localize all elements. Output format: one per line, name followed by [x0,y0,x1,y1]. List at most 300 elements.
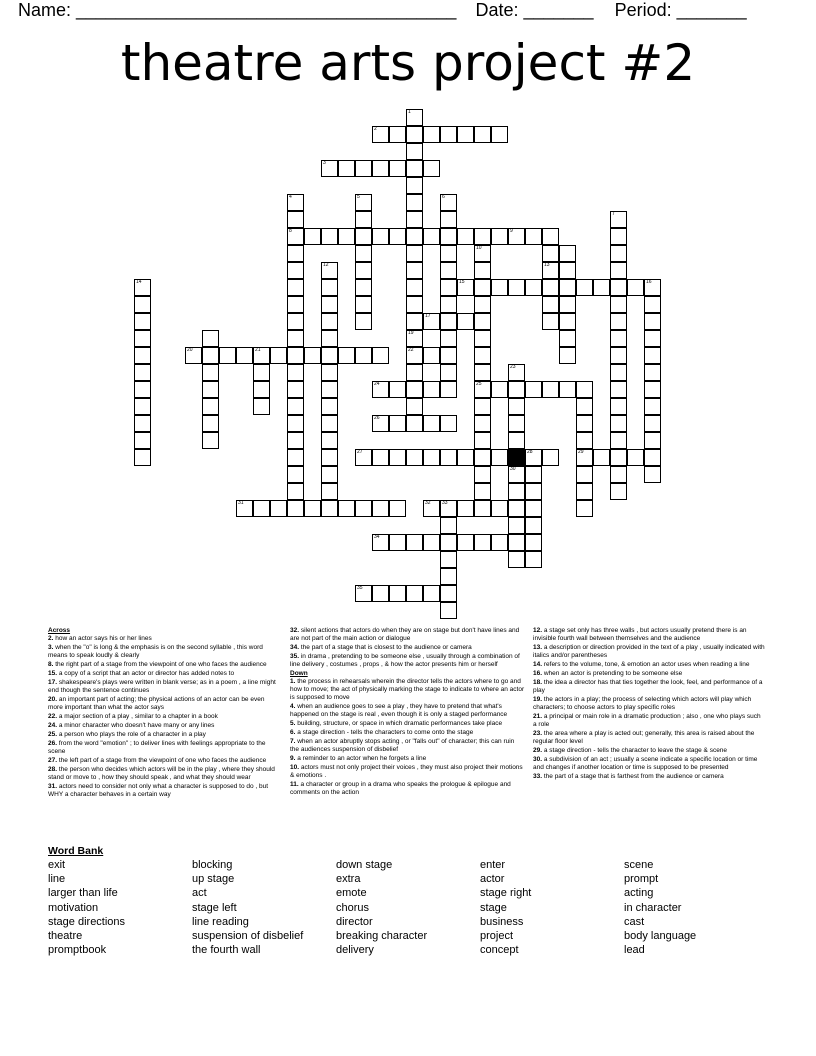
crossword-cell[interactable] [270,347,287,364]
crossword-cell[interactable] [525,228,542,245]
crossword-cell[interactable] [576,279,593,296]
crossword-cell[interactable] [559,262,576,279]
crossword-cell[interactable] [423,228,440,245]
crossword-cell[interactable] [525,279,542,296]
crossword-cell[interactable] [525,500,542,517]
crossword-cell[interactable] [304,228,321,245]
crossword-cell[interactable] [542,381,559,398]
crossword-cell[interactable] [644,279,661,296]
crossword-cell[interactable] [321,500,338,517]
crossword-cell[interactable] [321,262,338,279]
crossword-cell[interactable] [423,415,440,432]
crossword-cell[interactable] [406,296,423,313]
crossword-cell[interactable] [355,313,372,330]
crossword-cell[interactable] [610,211,627,228]
clue-item [290,738,525,754]
crossword-cell[interactable] [627,449,644,466]
crossword-block-cell [508,449,525,466]
crossword-cell[interactable] [406,126,423,143]
word-bank-item: stage [480,901,507,914]
crossword-cell[interactable] [559,279,576,296]
crossword-cell[interactable] [287,381,304,398]
crossword-cell[interactable] [474,245,491,262]
crossword-cell[interactable] [389,415,406,432]
crossword-cell[interactable] [610,245,627,262]
crossword-cell[interactable] [457,534,474,551]
crossword-cell[interactable] [644,398,661,415]
crossword-cell[interactable] [508,517,525,534]
crossword-cell[interactable] [321,449,338,466]
crossword-cell[interactable] [593,449,610,466]
crossword-cell[interactable] [440,347,457,364]
crossword-cell[interactable] [355,500,372,517]
crossword-cell[interactable] [423,381,440,398]
crossword-cell[interactable] [474,500,491,517]
crossword-cell[interactable] [644,296,661,313]
crossword-cell[interactable] [389,449,406,466]
crossword-cell[interactable] [321,228,338,245]
crossword-cell[interactable] [372,160,389,177]
crossword-cell[interactable] [491,500,508,517]
crossword-cell[interactable] [610,449,627,466]
crossword-cell[interactable] [474,228,491,245]
clue-text: actors need to consider not only what a character is supposed to do , but WHY a character behaves in a certain way [48,783,269,798]
crossword-cell[interactable] [406,449,423,466]
cell-number: 23 [510,364,516,370]
word-bank-column [48,858,188,957]
crossword-cell[interactable] [423,160,440,177]
crossword-cell[interactable] [474,432,491,449]
crossword-cell[interactable] [474,262,491,279]
crossword-cell[interactable] [440,585,457,602]
crossword-cell[interactable] [474,398,491,415]
crossword-cell[interactable] [406,194,423,211]
crossword-cell[interactable] [440,262,457,279]
crossword-cell[interactable] [389,585,406,602]
clue-item [290,653,525,669]
crossword-cell[interactable] [423,534,440,551]
crossword-cell[interactable] [576,381,593,398]
crossword-cell[interactable] [423,313,440,330]
crossword-cell[interactable] [559,381,576,398]
crossword-cell[interactable] [559,296,576,313]
crossword-cell[interactable] [287,228,304,245]
crossword-cell[interactable] [440,381,457,398]
crossword-cell[interactable] [610,381,627,398]
crossword-cell[interactable] [321,415,338,432]
crossword-cell[interactable] [185,347,202,364]
crossword-cell[interactable] [644,330,661,347]
crossword-cell[interactable] [406,279,423,296]
crossword-cell[interactable] [202,415,219,432]
crossword-cell[interactable] [508,279,525,296]
clue-item [48,740,278,756]
clue-text: the process in rehearsals wherein the director tells the actors where to go and how to move; the act of physically marking the stage to indicate to where an actor is supposed to move [290,678,525,701]
crossword-cell[interactable] [372,534,389,551]
crossword-cell[interactable] [440,364,457,381]
crossword-cell[interactable] [508,415,525,432]
crossword-cell[interactable] [389,160,406,177]
crossword-cell[interactable] [355,585,372,602]
crossword-cell[interactable] [134,330,151,347]
crossword-cell[interactable] [219,347,236,364]
crossword-cell[interactable] [491,449,508,466]
crossword-cell[interactable] [525,517,542,534]
crossword-cell[interactable] [440,449,457,466]
crossword-cell[interactable] [287,500,304,517]
crossword-cell[interactable] [440,279,457,296]
crossword-cell[interactable] [440,517,457,534]
crossword-cell[interactable] [525,466,542,483]
crossword-cell[interactable] [644,466,661,483]
crossword-cell[interactable] [134,432,151,449]
crossword-cell[interactable] [406,585,423,602]
crossword-cell[interactable] [355,245,372,262]
crossword-cell[interactable] [389,534,406,551]
crossword-cell[interactable] [423,449,440,466]
crossword-cell[interactable] [389,228,406,245]
crossword-cell[interactable] [440,551,457,568]
crossword-cell[interactable] [372,449,389,466]
crossword-cell[interactable] [610,398,627,415]
crossword-cell[interactable] [457,313,474,330]
crossword-cell[interactable] [508,466,525,483]
crossword-cell[interactable] [134,415,151,432]
crossword-cell[interactable] [406,313,423,330]
crossword-cell[interactable] [440,568,457,585]
crossword-cell[interactable] [508,364,525,381]
crossword-cell[interactable] [355,449,372,466]
crossword-cell[interactable] [440,330,457,347]
crossword-cell[interactable] [610,483,627,500]
crossword-cell[interactable] [389,500,406,517]
crossword-cell[interactable] [372,126,389,143]
across-clue-list-cont [290,627,525,669]
crossword-cell[interactable] [508,551,525,568]
clue-item [533,730,765,746]
crossword-cell[interactable] [491,126,508,143]
word-bank-title: Word Bank [48,845,104,857]
crossword-cell[interactable] [474,279,491,296]
crossword-cell[interactable] [559,347,576,364]
crossword-cell[interactable] [355,296,372,313]
crossword-cell[interactable] [457,126,474,143]
crossword-cell[interactable] [287,194,304,211]
crossword-cell[interactable] [644,347,661,364]
crossword-cell[interactable] [423,126,440,143]
crossword-cell[interactable] [508,483,525,500]
crossword-cell[interactable] [576,432,593,449]
crossword-cell[interactable] [253,500,270,517]
crossword-cell[interactable] [134,279,151,296]
crossword-cell[interactable] [440,228,457,245]
crossword-cell[interactable] [253,347,270,364]
crossword-cell[interactable] [338,347,355,364]
crossword-cell[interactable] [440,245,457,262]
crossword-cell[interactable] [202,432,219,449]
crossword-cell[interactable] [474,126,491,143]
clue-item [533,747,765,755]
crossword-cell[interactable] [253,364,270,381]
crossword-cell[interactable] [474,381,491,398]
crossword-cell[interactable] [355,347,372,364]
crossword-cell[interactable] [440,415,457,432]
crossword-cell[interactable] [389,381,406,398]
crossword-cell[interactable] [491,534,508,551]
crossword-cell[interactable] [508,228,525,245]
crossword-cell[interactable] [491,381,508,398]
crossword-cell[interactable] [423,500,440,517]
crossword-cell[interactable] [134,296,151,313]
crossword-cell[interactable] [134,347,151,364]
crossword-cell[interactable] [542,228,559,245]
crossword-cell[interactable] [576,500,593,517]
crossword-cell[interactable] [304,347,321,364]
crossword-cell[interactable] [457,279,474,296]
crossword-cell[interactable] [134,381,151,398]
crossword-cell[interactable] [474,313,491,330]
crossword-cell[interactable] [355,262,372,279]
crossword-cell[interactable] [610,415,627,432]
crossword-cell[interactable] [406,143,423,160]
crossword-cell[interactable] [576,449,593,466]
crossword-cell[interactable] [372,585,389,602]
crossword-cell[interactable] [355,228,372,245]
word-bank-item: larger than life [48,887,118,900]
crossword-cell[interactable] [644,364,661,381]
crossword-cell[interactable] [610,466,627,483]
crossword-cell[interactable] [355,211,372,228]
crossword-cell[interactable] [287,449,304,466]
crossword-cell[interactable] [576,415,593,432]
crossword-cell[interactable] [338,500,355,517]
crossword-cell[interactable] [321,296,338,313]
clue-text: a copy of a script that an actor or director has added notes to [57,670,235,677]
crossword-cell[interactable] [474,483,491,500]
crossword-cell[interactable] [202,347,219,364]
crossword-cell[interactable] [321,313,338,330]
crossword-cell[interactable] [406,245,423,262]
crossword-cell[interactable] [440,602,457,619]
crossword-cell[interactable] [355,160,372,177]
crossword-cell[interactable] [474,330,491,347]
crossword-cell[interactable] [474,466,491,483]
crossword-cell[interactable] [610,347,627,364]
crossword-cell[interactable] [287,279,304,296]
crossword-cell[interactable] [134,313,151,330]
crossword-cell[interactable] [406,398,423,415]
crossword-cell[interactable] [610,279,627,296]
crossword-cell[interactable] [457,449,474,466]
crossword-cell[interactable] [474,415,491,432]
crossword-cell[interactable] [202,381,219,398]
crossword-cell[interactable] [321,160,338,177]
crossword-cell[interactable] [406,211,423,228]
crossword-cell[interactable] [321,279,338,296]
crossword-cell[interactable] [287,432,304,449]
crossword-cell[interactable] [134,398,151,415]
crossword-cell[interactable] [627,279,644,296]
crossword-cell[interactable] [287,466,304,483]
crossword-cell[interactable] [610,262,627,279]
crossword-cell[interactable] [287,364,304,381]
page-title: theatre arts project #2 [120,34,696,92]
crossword-cell[interactable] [440,534,457,551]
crossword-cell[interactable] [406,177,423,194]
crossword-cell[interactable] [542,296,559,313]
crossword-cell[interactable] [474,296,491,313]
clue-item [533,756,765,772]
crossword-cell[interactable] [406,109,423,126]
clue-number: 21. [533,713,543,720]
crossword-cell[interactable] [457,228,474,245]
crossword-cell[interactable] [610,330,627,347]
crossword-cell[interactable] [525,449,542,466]
crossword-cell[interactable] [134,364,151,381]
crossword-cell[interactable] [525,551,542,568]
crossword-cell[interactable] [508,534,525,551]
crossword-cell[interactable] [389,126,406,143]
crossword-cell[interactable] [610,228,627,245]
crossword-cell[interactable] [542,262,559,279]
crossword-cell[interactable] [321,347,338,364]
crossword-cell[interactable] [372,347,389,364]
crossword-cell[interactable] [644,313,661,330]
crossword-cell[interactable] [542,313,559,330]
crossword-cell[interactable] [406,347,423,364]
crossword-cell[interactable] [440,500,457,517]
crossword-cell[interactable] [508,381,525,398]
crossword-cell[interactable] [491,279,508,296]
crossword-cell[interactable] [406,228,423,245]
cell-number: 2 [374,126,377,132]
crossword-cell[interactable] [610,313,627,330]
crossword-cell[interactable] [287,415,304,432]
crossword-cell[interactable] [508,398,525,415]
crossword-cell[interactable] [355,279,372,296]
crossword-cell[interactable] [253,381,270,398]
crossword-cell[interactable] [474,449,491,466]
crossword-cell[interactable] [287,330,304,347]
clue-item [48,731,278,739]
crossword-cell[interactable] [202,330,219,347]
crossword-cell[interactable] [202,364,219,381]
crossword-cell[interactable] [406,534,423,551]
crossword-cell[interactable] [644,381,661,398]
crossword-cell[interactable] [338,160,355,177]
crossword-cell[interactable] [321,381,338,398]
crossword-cell[interactable] [559,245,576,262]
crossword-cell[interactable] [610,296,627,313]
crossword-cell[interactable] [321,364,338,381]
crossword-cell[interactable] [542,245,559,262]
crossword-cell[interactable] [576,483,593,500]
crossword-cell[interactable] [525,483,542,500]
crossword-cell[interactable] [372,228,389,245]
crossword-cell[interactable] [457,500,474,517]
crossword-cell[interactable] [202,398,219,415]
crossword-cell[interactable] [610,364,627,381]
crossword-cell[interactable] [406,415,423,432]
crossword-cell[interactable] [321,483,338,500]
crossword-cell[interactable] [338,228,355,245]
crossword-cell[interactable] [287,262,304,279]
crossword-cell[interactable] [321,398,338,415]
crossword-cell[interactable] [287,483,304,500]
crossword-cell[interactable] [576,398,593,415]
crossword-cell[interactable] [593,279,610,296]
crossword-cell[interactable] [508,500,525,517]
clue-item [290,755,525,763]
crossword-cell[interactable] [542,279,559,296]
crossword-cell[interactable] [406,160,423,177]
crossword-cell[interactable] [440,313,457,330]
crossword-cell[interactable] [236,500,253,517]
crossword-cell[interactable] [644,432,661,449]
crossword-cell[interactable] [287,313,304,330]
crossword-cell[interactable] [474,364,491,381]
down-clue-list-cont [533,627,765,781]
crossword-cell[interactable] [406,330,423,347]
crossword-cell[interactable] [542,449,559,466]
crossword-cell[interactable] [253,398,270,415]
clue-item [533,644,765,660]
crossword-cell[interactable] [134,449,151,466]
crossword-cell[interactable] [559,313,576,330]
crossword-cell[interactable] [355,194,372,211]
crossword-cell[interactable] [644,449,661,466]
crossword-cell[interactable] [406,381,423,398]
crossword-cell[interactable] [287,296,304,313]
crossword-cell[interactable] [508,432,525,449]
crossword-cell[interactable] [372,415,389,432]
crossword-cell[interactable] [440,211,457,228]
clue-number: 17. [48,679,58,686]
crossword-cell[interactable] [287,245,304,262]
crossword-cell[interactable] [440,296,457,313]
crossword-cell[interactable] [372,381,389,398]
crossword-cell[interactable] [372,500,389,517]
crossword-cell[interactable] [491,228,508,245]
crossword-cell[interactable] [321,466,338,483]
crossword-cell[interactable] [440,194,457,211]
crossword-cell[interactable] [321,330,338,347]
crossword-cell[interactable] [406,262,423,279]
crossword-cell[interactable] [644,415,661,432]
crossword-cell[interactable] [440,126,457,143]
crossword-cell[interactable] [236,347,253,364]
crossword-cell[interactable] [610,432,627,449]
cell-number: 32 [425,500,431,506]
crossword-cell[interactable] [423,347,440,364]
clue-number: 35. [290,653,300,660]
crossword-cell[interactable] [423,585,440,602]
crossword-cell[interactable] [474,534,491,551]
crossword-cell[interactable] [525,534,542,551]
crossword-cell[interactable] [304,500,321,517]
crossword-cell[interactable] [287,347,304,364]
crossword-cell[interactable] [321,432,338,449]
crossword-cell[interactable] [287,398,304,415]
crossword-cell[interactable] [270,500,287,517]
crossword-cell[interactable] [474,347,491,364]
cell-number: 20 [187,347,193,353]
crossword-cell[interactable] [525,381,542,398]
crossword-cell[interactable] [559,330,576,347]
crossword-cell[interactable] [287,211,304,228]
crossword-cell[interactable] [406,364,423,381]
crossword-cell[interactable] [576,466,593,483]
